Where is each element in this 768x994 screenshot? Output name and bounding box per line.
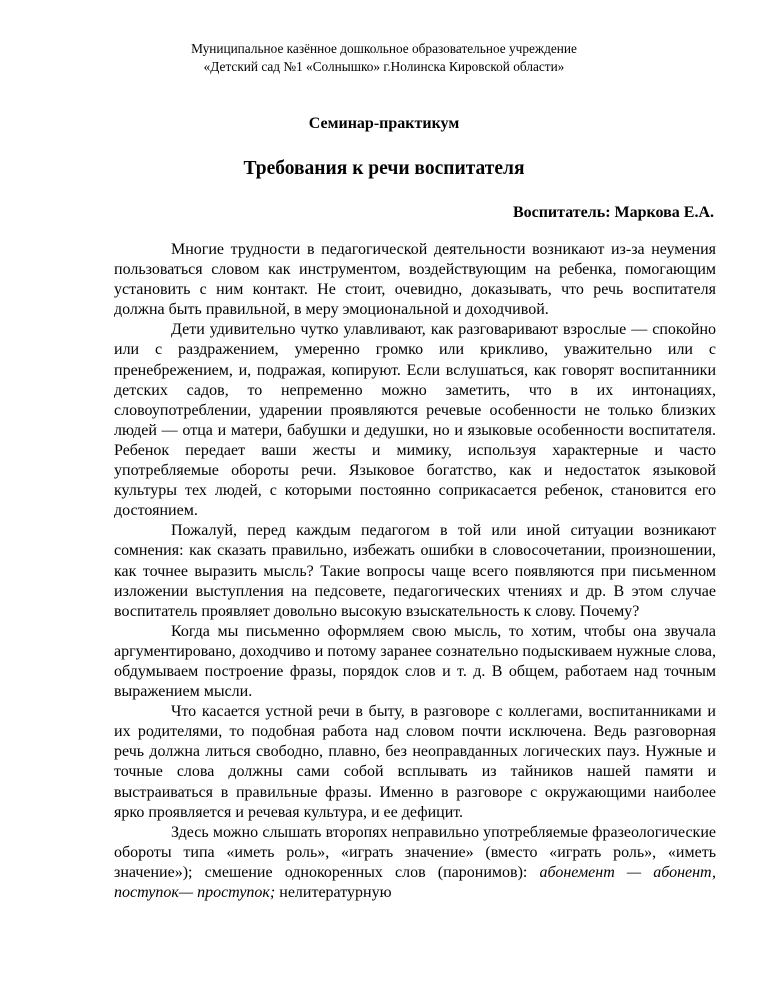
paragraph-1: Многие трудности в педагогической деятельности возникают из-за неумения пользоваться словом как инструментом, воздействующим на ребенка, помогающим установить с ним контакт. Не стоит, очевидно, доказывать, что речь воспитателя должна быть правильной, в меру эмоциональной и доходчивой.	[114, 241, 716, 319]
institution-name-line1: Муниципальное казённое дошкольное образовательное учреждение	[191, 41, 577, 56]
author-line: Воспитатель: Маркова Е.А.	[512, 204, 714, 221]
paragraph-6-text-end: нелитературную	[275, 884, 392, 901]
paragraph-6-italic-1: абонемент — абонент,	[539, 863, 717, 881]
institution-name-line2: «Детский сад №1 «Солнышко» г.Нолинска Кировской области»	[203, 59, 565, 74]
paragraph-6-text-start: Здесь можно слышать второпях неправильно употребляемые фразеологические обороты типа «иметь роль», «играть значение» (вместо «играть роль», «иметь значение»); смешение однокоренных слов (паронимов):	[114, 823, 716, 881]
paragraph-6	[114, 823, 716, 903]
paragraph-5: Что касается устной речи в быту, в разговоре с коллегами, воспитанниками и их родителями, то подобная работа над словом почти исключена. Ведь разговорная речь должна литься свободно, плавно, без неоправданных логических пауз. Нужные и точные слова должны сами собой всплывать из тайников нашей памяти и выстраиваться в правильные фразы. Именно в разговоре с окружающими наиболее ярко проявляется и речевая культура, и ее дефицит.	[114, 703, 716, 821]
paragraph-6-italic-2: поступок— проступок;	[114, 884, 276, 901]
seminar-label: Семинар-практикум	[308, 115, 460, 132]
paragraph-3: Пожалуй, перед каждым педагогом в той или иной ситуации возникают сомнения: как сказать правильно, избежать ошибки в словосочетании, произношении, как точнее выразить мысль? Такие вопросы чаще всего появляются при письменном изложении выступления на педсовете, педагогических чтениях и др. В этом случае воспитатель проявляет довольно высокую взыскательность к слову. Почему?	[114, 522, 716, 620]
paragraph-4: Когда мы письменно оформляем свою мысль, то хотим, чтобы она звучала аргументировано, доходчиво и потому заранее сознательно подыскиваем нужные слова, обдумываем построение фразы, порядок слов и т. д. В общем, работаем над точным выражением мысли.	[114, 622, 716, 701]
document-body	[114, 240, 716, 903]
paragraph-2: Дети удивительно чутко улавливают, как разговаривают взрослые — спокойно или с раздражением, умеренно громко или крикливо, уважительно или с пренебрежением, и, подражая, копируют. Если вслушаться, как говорят воспитанники детских садов, то непременно можно заметить, что в их интонациях, словоупотреблении, ударении проявляются речевые особенности не только близких людей — отца и матери, бабушки и дедушки, но и языковые особенности воспитателя. Ребенок передает ваши жесты и мимику, используя характерные и часто употребляемые обороты речи. Языковое богатство, как и недостаток языковой культуры тех людей, с которыми постоянно соприкасается ребенок, становится его достоянием.	[114, 321, 716, 520]
document-title: Требования к речи воспитателя	[243, 158, 525, 179]
